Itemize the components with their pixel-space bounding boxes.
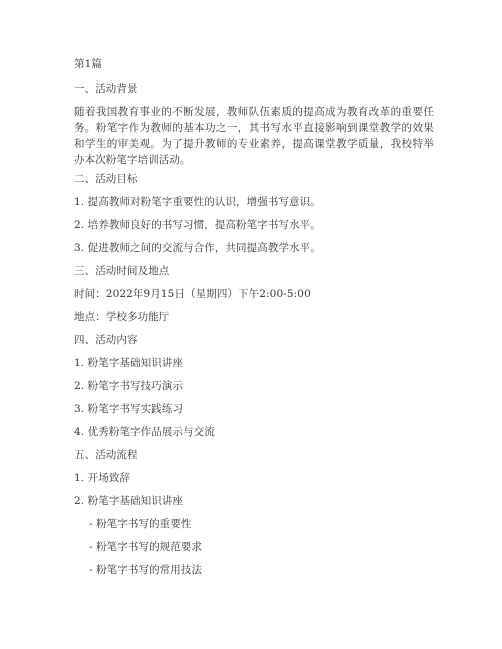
list-item: 2. 粉笔字基础知识讲座 [74, 495, 184, 507]
list-item: 1. 开场致辞 [74, 472, 131, 484]
section-3-heading: 三、活动时间及地点 [74, 265, 170, 277]
section-2-heading: 二、活动目标 [74, 173, 138, 185]
event-place: 地点：学校多功能厅 [74, 311, 170, 323]
list-item: 1. 提高教师对粉笔字重要性的认识，增强书写意识。 [74, 196, 321, 208]
list-item: 3. 粉笔字书写实践练习 [74, 403, 184, 415]
doc-title: 第1篇 [74, 58, 102, 70]
list-item: 4. 优秀粉笔字作品展示与交流 [74, 426, 215, 438]
section-1-body: 随着我国教育事业的不断发展，教师队伍素质的提高成为教育改革的重要任务。粉笔字作为教师的基本功之一，其书写水平直接影响到课堂教学的效果和学生的审美观。为了提升教师的专业素养，提高课堂教学质量，我校特举办本次粉笔字培训活动。 [74, 106, 434, 166]
sub-list-item: - 粉笔字书写的规范要求 [89, 541, 203, 553]
section-1-heading: 一、活动背景 [74, 83, 138, 95]
list-item: 2. 粉笔字书写技巧演示 [74, 380, 184, 392]
event-time: 时间：2022年9月15日（星期四）下午2:00-5:00 [74, 288, 311, 300]
list-item: 3. 促进教师之间的交流与合作，共同提高教学水平。 [74, 242, 321, 254]
section-5-heading: 五、活动流程 [74, 449, 138, 461]
section-4-heading: 四、活动内容 [74, 334, 138, 346]
sub-list-item: - 粉笔字书写的重要性 [89, 518, 192, 530]
list-item: 2. 培养教师良好的书写习惯，提高粉笔字书写水平。 [74, 219, 321, 231]
list-item: 1. 粉笔字基础知识讲座 [74, 357, 184, 369]
sub-list-item: - 粉笔字书写的常用技法 [89, 564, 203, 576]
